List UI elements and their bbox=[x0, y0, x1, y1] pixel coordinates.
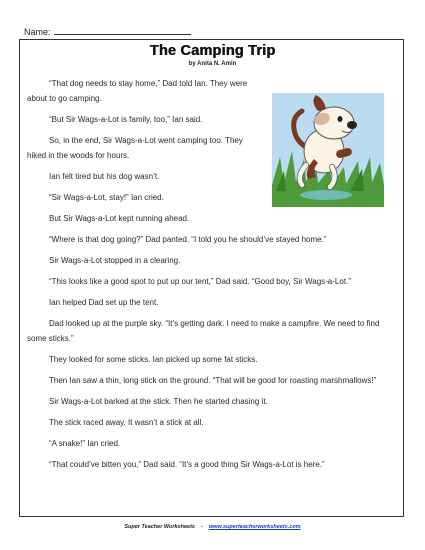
story-paragraph: “But Sir Wags-a-Lot is family, too,” Ian said. bbox=[49, 115, 203, 124]
footer-separator: - bbox=[200, 524, 203, 530]
story-paragraph: Dad looked up at the purple sky. “It’s getting dark. I need to make a campfire. We need to find some sticks.” bbox=[27, 319, 380, 343]
story-paragraph: Ian felt tired but his dog wasn’t. bbox=[49, 172, 160, 181]
story-author: by Anita N. Amin bbox=[188, 61, 237, 67]
footer-url-link[interactable]: www.superteacherworksheets.com bbox=[208, 524, 301, 530]
story-paragraph: “That could’ve bitten you,” Dad said. “It’s a good thing Sir Wags-a-Lot is here.” bbox=[49, 460, 325, 469]
story-paragraph: But Sir Wags-a-Lot kept running ahead. bbox=[49, 214, 190, 223]
story-paragraph: “Sir Wags-a-Lot, stay!” Ian cried. bbox=[49, 193, 164, 202]
story-paragraph: The stick raced away. It wasn’t a stick at all. bbox=[49, 418, 204, 427]
footer bbox=[0, 524, 425, 530]
story-title: The Camping Trip bbox=[149, 43, 276, 59]
name-field bbox=[24, 26, 191, 37]
story-paragraph: “This looks like a good spot to put up our tent,” Dad said. “Good boy, Sir Wags-a-Lot.” bbox=[49, 277, 351, 286]
story-paragraph: Sir Wags-a-Lot stopped in a clearing. bbox=[49, 256, 181, 265]
story-paragraph: They looked for some sticks. Ian picked up some fat sticks. bbox=[49, 355, 258, 364]
name-line bbox=[54, 26, 191, 35]
story-text bbox=[27, 76, 399, 478]
story-paragraph: “A snake!” Ian cried. bbox=[49, 439, 121, 448]
story-paragraph: So, in the end, Sir Wags-a-Lot went camping too. They hiked in the woods for hours. bbox=[27, 136, 243, 160]
story-paragraph: Then Ian saw a thin, long stick on the ground. “That will be good for roasting marshmallows!” bbox=[49, 376, 377, 385]
story-paragraph: Ian helped Dad set up the tent. bbox=[49, 298, 159, 307]
story-paragraph: Sir Wags-a-Lot barked at the stick. Then he started chasing it. bbox=[49, 397, 268, 406]
story-paragraph: “Where is that dog going?” Dad panted. “I told you he should’ve stayed home.” bbox=[49, 235, 327, 244]
footer-site-name: Super Teacher Worksheets bbox=[124, 524, 195, 530]
name-label: Name: bbox=[24, 27, 51, 37]
story-paragraph: “That dog needs to stay home,” Dad told Ian. They were about to go camping. bbox=[27, 79, 248, 103]
